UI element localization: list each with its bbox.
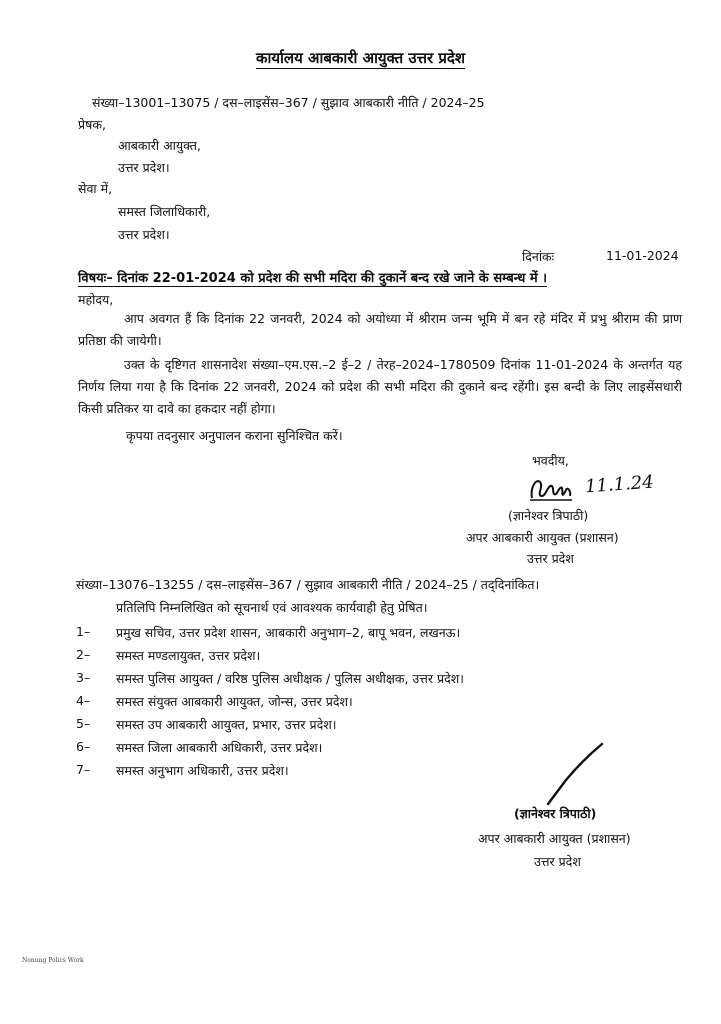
copy-item-text: समस्त पुलिस आयुक्त / वरिष्ठ पुलिस अधीक्षक / पुलिस अधीक्षक, उत्तर प्रदेश। xyxy=(116,671,464,686)
paragraph-1: आप अवगत हैं कि दिनांक 22 जनवरी, 2024 को अयोध्या में श्रीराम जन्म भूमि में बन रहे मंदिर में प्रभु श्रीराम की प्राण प्रतिष्ठा की जायेगी। xyxy=(78,311,682,348)
salutation: महोदय, xyxy=(78,292,114,307)
paragraph-2: उक्त के दृष्टिगत शासनादेश संख्या–एम.एस.–2 ई–2 / तेरह–2024–1780509 दिनांक 11-01-2024 के अन्तर्गत यह निर्णय लिया गया है कि दिनांक 22 जनवरी, 2024 को प्रदेश की सभी मदिरा की दुकाने बन्द रहेंगी। इस बन्दी के लिए लाइसेंसधारी किसी प्रतिकर या दावे का हकदार नहीं होगा। xyxy=(78,357,682,416)
copy-item-number: 4– xyxy=(76,693,91,708)
paragraph-3: कृपया तदनुसार अनुपालन कराना सुनिश्चित करें। xyxy=(126,428,343,443)
copy-item-text: समस्त जिला आबकारी अधिकारी, उत्तर प्रदेश। xyxy=(116,740,323,755)
signature-stroke-image xyxy=(540,740,610,810)
copy-item-number: 1– xyxy=(76,624,91,639)
footer-note: Nonung Polics Work xyxy=(22,957,84,964)
signatory-state: उत्तर प्रदेश xyxy=(527,551,574,566)
copy-intro: प्रतिलिपि निम्नलिखित को सूचनार्थ एवं आवश्यक कार्यवाही हेतु प्रेषित। xyxy=(116,600,428,615)
copy-item-text: समस्त संयुक्त आबकारी आयुक्त, जोन्स, उत्तर प्रदेश। xyxy=(116,694,353,709)
signature-date: 11.1.24 xyxy=(584,471,655,498)
copy-item-text: प्रमुख सचिव, उत्तर प्रदेश शासन, आबकारी अनुभाग–2, बापू भवन, लखनऊ। xyxy=(116,625,461,640)
closing: भवदीय, xyxy=(532,453,569,468)
sender-label: प्रेषक, xyxy=(78,117,106,132)
signatory2-name: (ज्ञानेश्वर त्रिपाठी) xyxy=(514,806,597,821)
recipient-line2: उत्तर प्रदेश। xyxy=(118,227,170,242)
sender-line2: उत्तर प्रदेश। xyxy=(118,160,170,175)
copy-item-text: समस्त उप आबकारी आयुक्त, प्रभार, उत्तर प्रदेश। xyxy=(116,717,337,732)
copy-number: संख्या–13076–13255 / दस–लाइसेंस–367 / सुझाव आबकारी नीति / 2024–25 / तद्‌दिनांकित। xyxy=(76,577,540,592)
copy-item-text: समस्त मण्डलायुक्त, उत्तर प्रदेश। xyxy=(116,648,261,663)
copy-item-number: 7– xyxy=(76,762,91,777)
signatory2-designation: अपर आबकारी आयुक्त (प्रशासन) xyxy=(478,831,631,846)
copy-item-number: 6– xyxy=(76,739,91,754)
copy-item-number: 5– xyxy=(76,716,91,731)
letter-number: संख्या–13001–13075 / दस–लाइसेंस–367 / सुझाव आबकारी नीति / 2024–25 xyxy=(92,95,485,110)
signatory2-state: उत्तर प्रदेश xyxy=(534,854,581,869)
recipient-line1: समस्त जिलाधिकारी, xyxy=(118,204,211,219)
date-value: 11-01-2024 xyxy=(606,248,679,263)
copy-item-number: 3– xyxy=(76,670,91,685)
signatory-name: (ज्ञानेश्वर त्रिपाठी) xyxy=(508,508,589,523)
recipient-label: सेवा में, xyxy=(78,181,113,196)
sender-line1: आबकारी आयुक्त, xyxy=(118,138,201,153)
copy-item-number: 2– xyxy=(76,647,91,662)
date-label: दिनांकः xyxy=(522,249,555,264)
signatory-designation: अपर आबकारी आयुक्त (प्रशासन) xyxy=(466,530,619,545)
copy-item-text: समस्त अनुभाग अधिकारी, उत्तर प्रदेश। xyxy=(116,763,289,778)
office-title: कार्यालय आबकारी आयुक्त उत्तर प्रदेश xyxy=(255,49,466,67)
subject-line: विषयः– दिनांक 22-01-2024 को प्रदेश की सभी मदिरा की दुकानें बन्द रखे जाने के सम्बन्ध में । xyxy=(78,271,548,286)
